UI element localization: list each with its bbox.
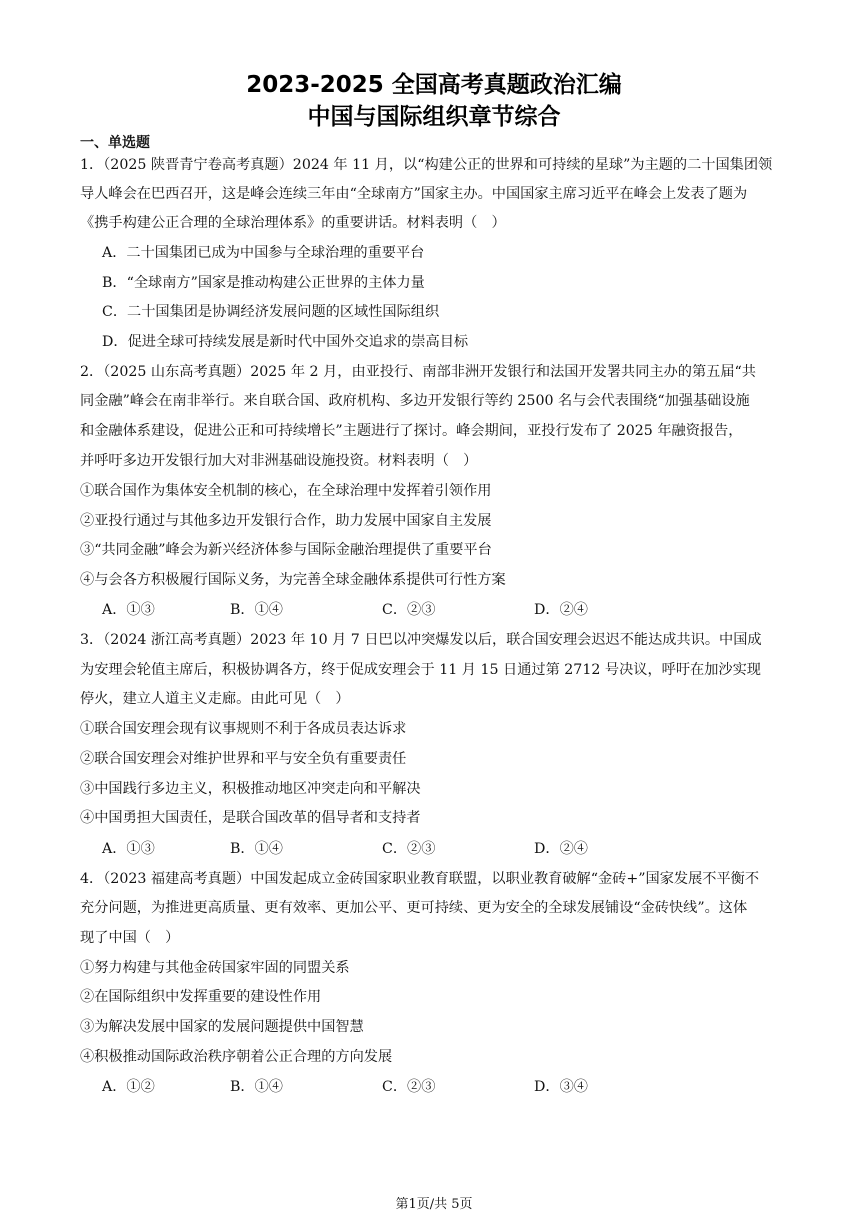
question-stem-line: 2．（2025 山东高考真题）2025 年 2 月，由亚投行、南部非洲开发银行和法国开发署共同主办的第五届“共 xyxy=(80,364,756,380)
option-a: A．二十国集团已成为中国参与全球治理的重要平台 xyxy=(102,245,425,261)
choice-d: D．③④ xyxy=(534,1079,588,1095)
statement-3: ③“共同金融”峰会为新兴经济体参与国际金融治理提供了重要平台 xyxy=(80,542,492,558)
choice-b: B．①④ xyxy=(230,1079,283,1095)
statement-4: ④与会各方积极履行国际义务，为完善全球金融体系提供可行性方案 xyxy=(80,572,506,588)
statement-1: ①联合国作为集体安全机制的核心，在全球治理中发挥着引领作用 xyxy=(80,483,492,499)
question-stem-line: 3．（2024 浙江高考真题）2023 年 10 月 7 日巴以冲突爆发以后，联合国安理会迟迟不能达成共识。中国成 xyxy=(80,632,762,648)
option-d: D．促进全球可持续发展是新时代中国外交追求的崇高目标 xyxy=(102,334,469,350)
statement-4: ④中国勇担大国责任，是联合国改革的倡导者和支持者 xyxy=(80,810,421,826)
choice-a: A．①② xyxy=(102,1079,155,1095)
choice-b: B．①④ xyxy=(230,841,283,857)
question-stem-line: 现了中国（ ） xyxy=(80,930,180,946)
statement-2: ②亚投行通过与其他多边开发银行合作，助力发展中国家自主发展 xyxy=(80,513,492,529)
question-stem-line: 1．（2025 陕晋青宁卷高考真题）2024 年 11 月，以“构建公正的世界和可持续的星球”为主题的二十国集团领 xyxy=(80,157,773,173)
question-stem-line: 导人峰会在巴西召开，这是峰会连续三年由“全球南方”国家主办。中国国家主席习近平在峰会上发表了题为 xyxy=(80,186,748,202)
question-stem-line: 为安理会轮值主席后，积极协调各方，终于促成安理会于 11 月 15 日通过第 2712 号决议，呼吁在加沙实现 xyxy=(80,662,761,678)
question-stem-line: 并呼吁多边开发银行加大对非洲基础设施投资。材料表明（ ） xyxy=(80,453,478,469)
document-subtitle: 中国与国际组织章节综合 xyxy=(307,104,561,130)
choice-b: B．①④ xyxy=(230,602,283,618)
choice-a: A．①③ xyxy=(102,602,155,618)
question-stem-line: 4．（2023 福建高考真题）中国发起成立金砖国家职业教育联盟，以职业教育破解“金砖+”国家发展不平衡不 xyxy=(80,871,760,887)
question-stem-line: 同金融”峰会在南非举行。来自联合国、政府机构、多边开发银行等约 2500 名与会代表围绕“加强基础设施 xyxy=(80,393,750,409)
answer-choices xyxy=(102,839,702,859)
choice-d: D．②④ xyxy=(534,841,588,857)
choice-d: D．②④ xyxy=(534,602,588,618)
option-c: C．二十国集团是协调经济发展问题的区域性国际组织 xyxy=(102,304,440,320)
question-stem-line: 和金融体系建设，促进公正和可持续增长”主题进行了探讨。峰会期间，亚投行发布了 2025 年融资报告， xyxy=(80,423,743,439)
statement-2: ②在国际组织中发挥重要的建设性作用 xyxy=(80,989,322,1005)
choice-a: A．①③ xyxy=(102,841,155,857)
statement-1: ①努力构建与其他金砖国家牢固的同盟关系 xyxy=(80,960,350,976)
choice-c: C．②③ xyxy=(382,841,436,857)
question-stem-line: 停火，建立人道主义走廊。由此可见（ ） xyxy=(80,691,350,707)
answer-choices xyxy=(102,600,702,620)
choice-c: C．②③ xyxy=(382,602,436,618)
statement-3: ③中国践行多边主义，积极推动地区冲突走向和平解决 xyxy=(80,781,421,797)
page-number: 第1页/共 5页 xyxy=(395,1197,473,1212)
question-stem-line: 充分问题，为推进更高质量、更有效率、更加公平、更可持续、更为安全的全球发展铺设“金砖快线”。这体 xyxy=(80,900,748,916)
choice-c: C．②③ xyxy=(382,1079,436,1095)
statement-2: ②联合国安理会对维护世界和平与安全负有重要责任 xyxy=(80,751,407,767)
question-stem-line: 《携手构建公正合理的全球治理体系》的重要讲话。材料表明（ ） xyxy=(80,215,506,231)
option-b: B．“全球南方”国家是推动构建公正世界的主体力量 xyxy=(102,275,425,291)
section-heading: 一、单选题 xyxy=(80,135,150,151)
statement-1: ①联合国安理会现有议事规则不利于各成员表达诉求 xyxy=(80,721,407,737)
statement-3: ③为解决发展中国家的发展问题提供中国智慧 xyxy=(80,1019,364,1035)
statement-4: ④积极推动国际政治秩序朝着公正合理的方向发展 xyxy=(80,1049,393,1065)
answer-choices xyxy=(102,1077,702,1097)
document-title: 2023-2025 全国高考真题政治汇编 xyxy=(246,72,622,98)
